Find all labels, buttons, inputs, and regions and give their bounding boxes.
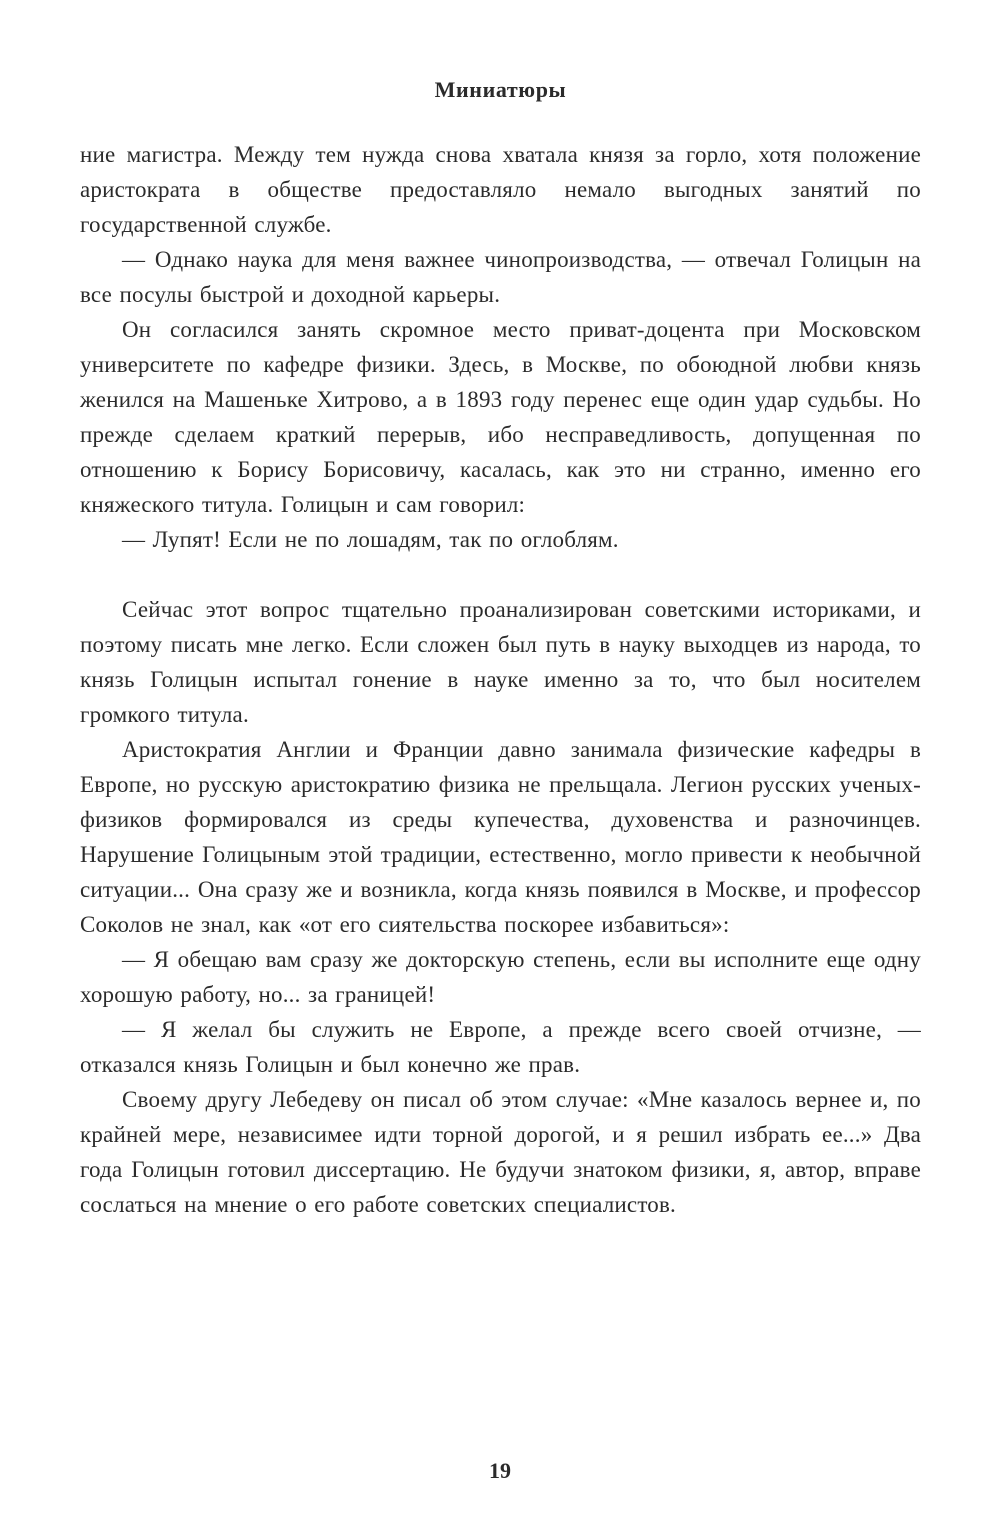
paragraph-dialogue: — Лупят! Если не по лошадям, так по оглоблям. (122, 527, 619, 552)
text-block (80, 137, 921, 1222)
paragraph-dialogue: — Однако наука для меня важнее чинопроизводства, — отвечал Голицын на все посулы быстрой и доходной карьеры. (80, 247, 921, 307)
paragraph-dialogue: — Я желал бы служить не Европе, а прежде всего своей отчизне, — отказался князь Голицын и был конечно же прав. (80, 1017, 921, 1077)
paragraph-new-section: Сейчас этот вопрос тщательно проанализирован советскими историками, и поэтому писать мне легко. Если сложен был путь в науку выходцев из народа, то князь Голицын испытал гонение в науке именно за то, что был носителем громкого титула. (80, 597, 921, 727)
paragraph: Своему другу Лебедеву он писал об этом случае: «Мне казалось вернее и, по крайней мере, независимее идти торной дорогой, и я решил избрать ее...» Два года Голицын готовил диссертацию. Не будучи знатоком физики, я, автор, вправе сослаться на мнение о его работе советских специалистов. (80, 1087, 921, 1217)
paragraph-dialogue: — Я обещаю вам сразу же докторскую степень, если вы исполните еще одну хорошую работу, но... за границей! (80, 947, 921, 1007)
paragraph: Он согласился занять скромное место приват-доцента при Московском университете по кафедре физики. Здесь, в Москве, по обоюдной любви князь женился на Машеньке Хитрово, а в 1893 году перенес еще один удар судьбы. Но прежде сделаем краткий перерыв, ибо несправедливость, допущенная по отношению к Борису Борисовичу, касалась, как это ни странно, именно его княжеского титула. Голицын и сам говорил: (80, 317, 921, 517)
page-number: 19 (489, 1458, 511, 1483)
paragraph-continuation: ние магистра. Между тем нужда снова хватала князя за горло, хотя положение аристократа в обществе предоставляло немало выгодных занятий по государственной службе. (80, 142, 921, 237)
paragraph: Аристократия Англии и Франции давно занимала физические кафедры в Европе, но русскую аристократию физика не прельщала. Легион русских ученых-физиков формировался из среды купечества, духовенства и разночинцев. Нарушение Голицыным этой традиции, естественно, могло привести к необычной ситуации... Она сразу же и возникла, когда князь появился в Москве, и профессор Соколов не знал, как «от его сиятельства поскорее избавиться»: (80, 737, 921, 937)
running-head: Миниатюры (434, 77, 567, 102)
